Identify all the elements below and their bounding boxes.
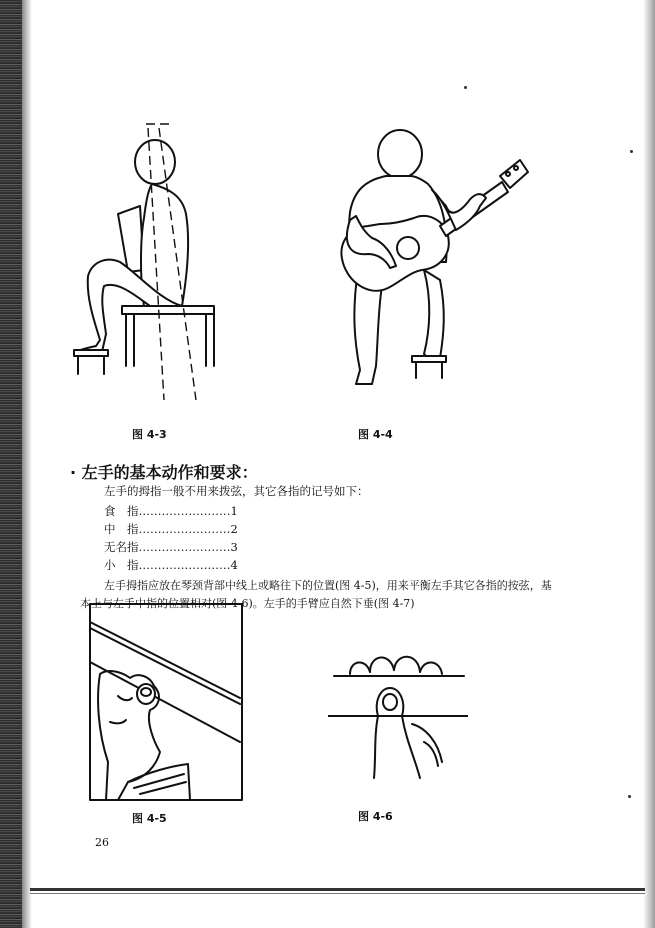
paragraph-line-2: 本上与左手中指的位置相对(图 4-6)。左手的手臂应自然下垂(图 4-7) <box>80 597 415 610</box>
leader-dots: …………………… <box>138 504 231 518</box>
figure-4-3-seated-side-view <box>60 110 230 410</box>
figure-4-4-caption: 图 4-4 <box>358 428 393 441</box>
figure-4-4-front-view-playing <box>320 120 540 400</box>
finger-code: 3 <box>230 540 238 554</box>
scan-bottom-edge-line <box>30 893 645 894</box>
finger-name: 小 指 <box>104 558 139 572</box>
finger-code-row <box>104 557 238 573</box>
finger-code-row <box>104 539 238 555</box>
figure-4-6-thumb-opposite-middle-finger <box>328 646 468 786</box>
scan-binding-edge <box>0 0 22 928</box>
finger-code: 1 <box>230 504 238 518</box>
finger-name: 食 指 <box>104 504 139 518</box>
scan-bottom-edge <box>30 888 645 891</box>
finger-code: 2 <box>230 522 238 536</box>
finger-code: 4 <box>230 558 238 572</box>
leader-dots: …………………… <box>138 522 231 536</box>
scan-speck <box>464 86 467 89</box>
finger-name: 无名指 <box>104 540 139 554</box>
page-number: 26 <box>95 836 109 849</box>
scan-speck <box>630 150 633 153</box>
finger-code-row <box>104 503 238 519</box>
finger-code-row <box>104 521 238 537</box>
scan-speck <box>628 795 631 798</box>
figure-4-5-thumb-on-neck <box>88 602 244 804</box>
section-title-text: 左手的基本动作和要求： <box>81 463 258 482</box>
finger-name: 中 指 <box>104 522 139 536</box>
paragraph-line-1: 左手拇指应放在琴颈背部中线上或略往下的位置(图 4-5)，用来平衡左手其它各指的按弦，基 <box>104 579 552 592</box>
figure-4-5-caption: 图 4-5 <box>132 812 167 825</box>
intro-text: 左手的拇指一般不用来拨弦，其它各指的记号如下： <box>104 484 369 498</box>
section-bullet: · <box>70 463 77 482</box>
scan-right-edge <box>643 0 655 928</box>
leader-dots: …………………… <box>138 558 231 572</box>
leader-dots: …………………… <box>138 540 231 554</box>
scan-binding-shadow <box>22 0 32 928</box>
figure-4-6-caption: 图 4-6 <box>358 810 393 823</box>
figure-4-3-caption: 图 4-3 <box>132 428 167 441</box>
section-heading <box>70 460 258 483</box>
